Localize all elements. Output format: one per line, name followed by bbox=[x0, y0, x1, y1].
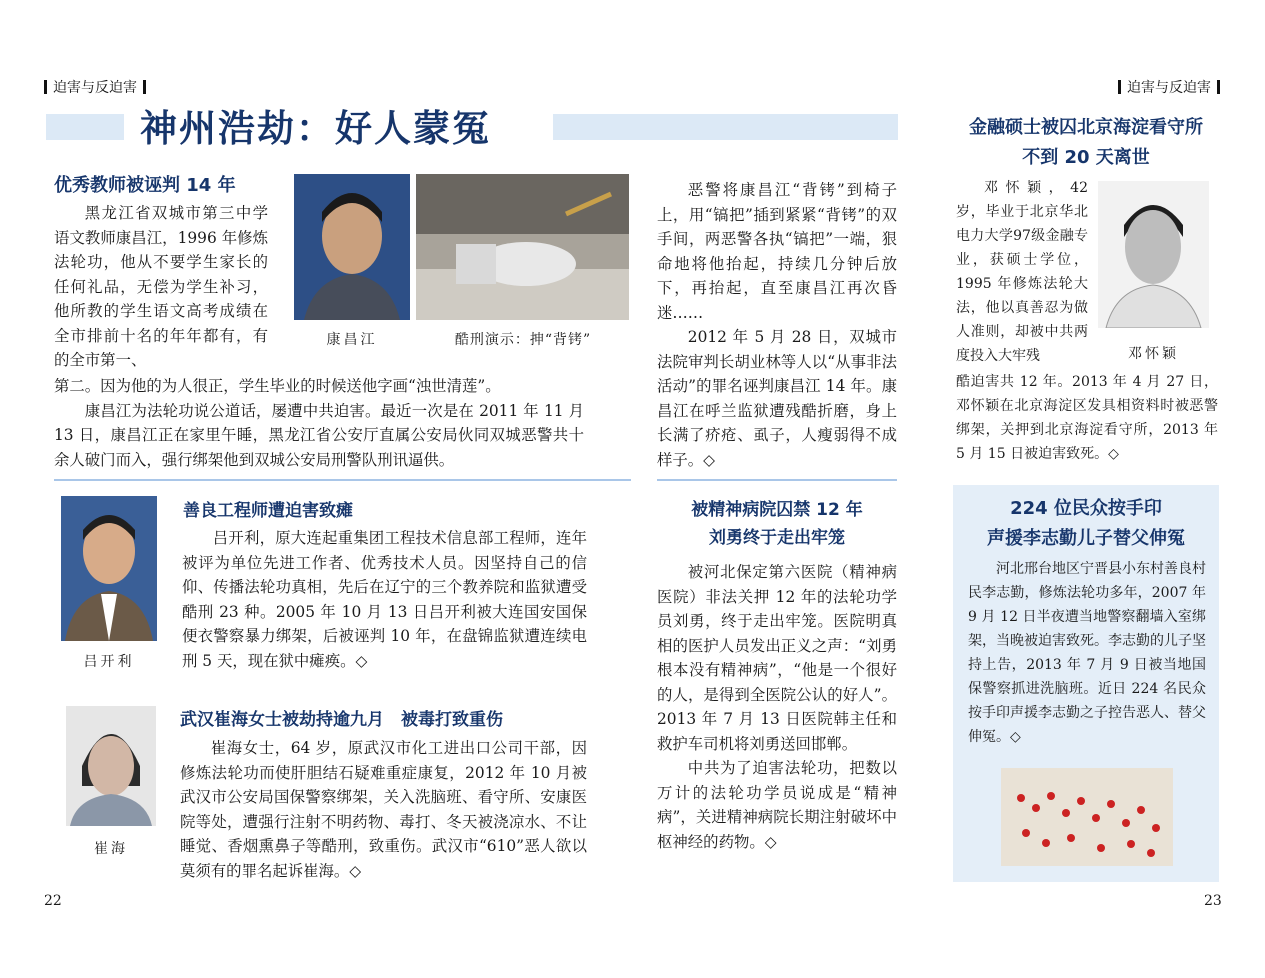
section-tag-left bbox=[38, 77, 152, 97]
divider-right bbox=[657, 479, 897, 481]
story4-para2: 中共为了迫害法轮功，把数以万计的法轮功学员说成是“精神病”，关进精神病院长期注射破坏中枢神经的药物。◇ bbox=[657, 759, 897, 851]
story1-col2-para1: 恶警将康昌江“背铐”到椅子上，用“镐把”插到紧紧“背铐”的双手间，两恶警各执“镐把”一端，狠命地将他抬起，持续几分钟后放下，再抬起，直至康昌江再次昏迷…… bbox=[657, 181, 897, 322]
fingerprint-sheet-placeholder bbox=[1001, 768, 1173, 866]
caption-cui-hai: 崔海 bbox=[94, 841, 128, 857]
section-tag-right bbox=[1112, 77, 1226, 97]
story1-col2-para2: 2012 年 5 月 28 日，双城市法院审判长胡业林等人以“从事非法活动”的罪名诬判康昌江 14 年。康昌江在呼兰监狱遭残酷折磨，身上长满了疥疮、虱子，人瘦弱得不成样子。◇ bbox=[657, 328, 897, 469]
story4-heading-line1: 被精神病院囚禁 12 年 bbox=[691, 500, 863, 520]
photo-torture-demo bbox=[416, 174, 629, 320]
portrait-placeholder bbox=[66, 706, 156, 826]
tag-bar bbox=[143, 80, 146, 94]
story6-body-text: 河北邢台地区宁晋县小东村善良村民李志勤，修炼法轮功多年，2007 年 9 月 12 日半夜遭当地警察翻墙入室绑架，当晚被迫害致死。李志勤的儿子坚持上告，2013 年 7 月 9 日被当地国保警察抓进洗脑班。近日 224 名民众按手印声援李志勤之子控告恶人、替父伸冤。◇ bbox=[968, 561, 1206, 745]
photo-cui-hai bbox=[66, 706, 156, 826]
story2-body bbox=[182, 526, 587, 673]
story5-body-a bbox=[956, 176, 1088, 368]
story1-para1a-text: 黑龙江省双城市第三中学语文教师康昌江，1996 年修炼法轮功，他从不要学生家长的任何礼品，无偿为学生补习，他所教的学生语文高考成绩在全市排前十名的年年都有，有的全市第一、 bbox=[54, 204, 268, 369]
story2-body-text: 吕开利，原大连起重集团工程技术信息部工程师，连年被评为单位先进工作者、优秀技术人员。因坚持自己的信仰、传播法轮功真相，先后在辽宁的三个教养院和监狱遭受酷刑 23 种。2005 年 10 月 13 日吕开利被大连国安国保便衣警察暴力绑架，后被诬判 10 年，在盘锦监狱遭连续电刑 5 天，现在狱中瘫痪。◇ bbox=[182, 529, 587, 670]
tag-bar bbox=[1217, 80, 1220, 94]
torture-scene-placeholder bbox=[416, 174, 629, 320]
page-title: 神州浩劫：好人蒙冤 bbox=[140, 107, 491, 150]
story5-heading-line2: 不到 20 天离世 bbox=[1022, 147, 1150, 168]
tag-bar bbox=[1118, 80, 1121, 94]
section-tag-left-text: 迫害与反迫害 bbox=[53, 80, 137, 96]
page-number-right: 23 bbox=[1204, 893, 1222, 909]
photo-kang-changjiang bbox=[294, 174, 410, 320]
story1-heading: 优秀教师被诬判 14 年 bbox=[54, 175, 236, 196]
title-band-right bbox=[553, 114, 898, 140]
story1-para1b bbox=[54, 374, 584, 472]
title-band-left bbox=[46, 114, 124, 140]
photo-lv-kaili bbox=[61, 496, 157, 641]
story1-para1b-text: 第二。因为他的为人很正，学生毕业的时候送他字画“浊世清莲”。 bbox=[54, 377, 501, 395]
section-tag-right-text: 迫害与反迫害 bbox=[1127, 80, 1211, 96]
caption-lv-kaili: 吕开利 bbox=[83, 654, 135, 670]
story4-heading-line2: 刘勇终于走出牢笼 bbox=[709, 528, 845, 548]
story5-body-b bbox=[956, 370, 1218, 466]
caption-torture-demo: 酷刑演示：抻“背铐” bbox=[454, 332, 592, 348]
story1-col2 bbox=[657, 178, 897, 472]
photo-petition-fingerprints bbox=[1001, 768, 1173, 866]
story1-para1a bbox=[54, 201, 268, 373]
caption-kang-changjiang: 康昌江 bbox=[326, 332, 378, 348]
portrait-placeholder bbox=[61, 496, 157, 641]
story4-heading bbox=[657, 496, 897, 552]
portrait-placeholder bbox=[1098, 181, 1209, 328]
story4-para1: 被河北保定第六医院（精神病医院）非法关押 12 年的法轮功学员刘勇，终于走出牢笼。医院明真相的医护人员发出正义之声：“刘勇根本没有精神病”，“他是一个很好的人，是得到全医院公认的好人”。2013 年 7 月 13 日医院韩主任和救护车司机将刘勇送回邯郸。 bbox=[657, 563, 897, 753]
story2-heading: 善良工程师遭迫害致瘫 bbox=[183, 501, 353, 521]
story3-heading: 武汉崔海女士被劫持逾九月 被毒打致重伤 bbox=[180, 710, 503, 730]
story3-body bbox=[180, 736, 587, 883]
story5-body-b-text: 酷迫害共 12 年。2013 年 4 月 27 日，邓怀颖在北京海淀区发具相资料时被恶警绑架，关押到北京海淀看守所，2013 年 5 月 15 日被迫害致死。◇ bbox=[956, 374, 1218, 462]
story4-body bbox=[657, 560, 897, 854]
page-number-left: 22 bbox=[44, 893, 62, 909]
portrait-placeholder bbox=[294, 174, 410, 320]
story5-heading-line1: 金融硕士被囚北京海淀看守所 bbox=[969, 117, 1203, 138]
caption-deng-huaiying: 邓怀颖 bbox=[1128, 346, 1179, 362]
divider-left bbox=[54, 479, 631, 481]
story1-para2-text: 康昌江为法轮功说公道话，屡遭中共迫害。最近一次是在 2011 年 11 月 13 日，康昌江正在家里午睡，黑龙江省公安厅直属公安局伙同双城恶警共十余人破门而入，强行绑架他到双城公安局刑警队刑讯逼供。 bbox=[54, 401, 584, 469]
story6-heading bbox=[953, 494, 1219, 554]
story5-heading bbox=[950, 113, 1222, 173]
story3-body-text: 崔海女士，64 岁，原武汉市化工进出口公司干部，因修炼法轮功而使肝胆结石疑难重症康复，2012 年 10 月被武汉市公安局国保警察绑架，关入洗脑班、看守所、安康医院等处，遭强行注射不明药物、毒打、冬天被浇凉水、不让睡觉、香烟熏鼻子等酷刑，致重伤。武汉市“610”恶人欲以莫须有的罪名起诉崔海。◇ bbox=[180, 739, 587, 880]
story5-body-a-text: 邓怀颖，42 岁，毕业于北京华北电力大学97级金融专业，获硕士学位，1995 年修炼法轮大法，他以真善忍为做人准则，却被中共两度投入大牢残 bbox=[956, 180, 1088, 364]
tag-bar bbox=[44, 80, 47, 94]
story6-heading-line2: 声援李志勤儿子替父伸冤 bbox=[987, 528, 1185, 549]
photo-deng-huaiying bbox=[1098, 181, 1209, 328]
story6-body bbox=[968, 557, 1206, 749]
story6-heading-line1: 224 位民众按手印 bbox=[1010, 498, 1162, 519]
